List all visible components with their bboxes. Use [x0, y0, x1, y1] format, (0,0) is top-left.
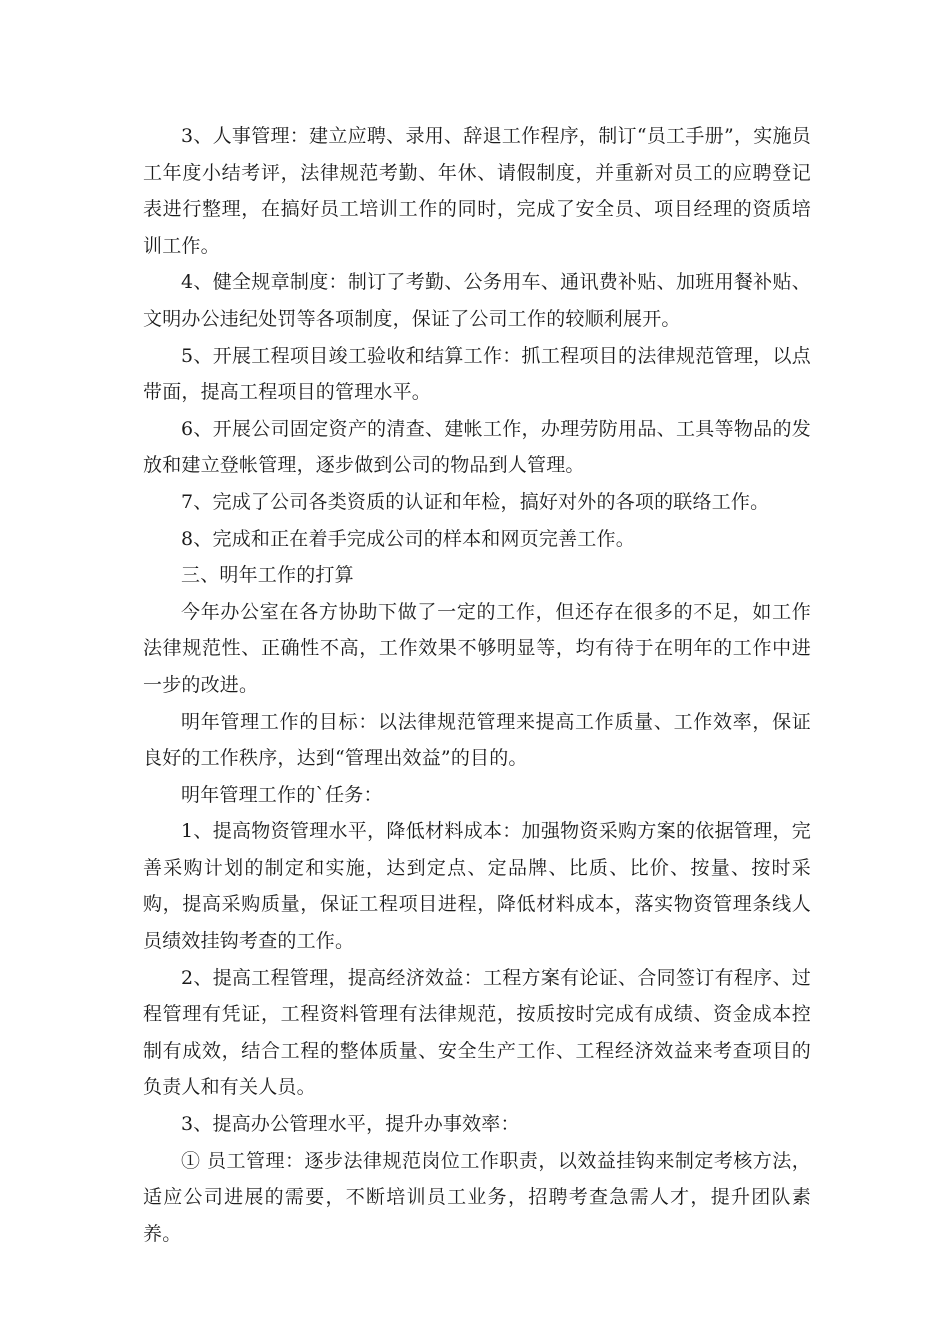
paragraph-personnel-management: 3、人事管理：建立应聘、录用、辞退工作程序，制订“员工手册”，实施员工年度小结考评，法律规范考勤、年休、请假制度，并重新对员工的应聘登记表进行整理，在搞好员工培训工作的同时，完成了安全员、项目经理的资质培训工作。: [143, 125, 811, 257]
document-body: [143, 118, 811, 1252]
paragraph-sample-webpage: 8、完成和正在着手完成公司的样本和网页完善工作。: [181, 527, 635, 550]
paragraph-fixed-assets: 6、开展公司固定资产的清查、建帐工作，办理劳防用品、工具等物品的发放和建立登帐管理，逐步做到公司的物品到人管理。: [143, 417, 811, 477]
paragraph-management-goal: 明年管理工作的目标：以法律规范管理来提高工作质量、工作效率，保证良好的工作秩序，达到“管理出效益”的目的。: [143, 710, 811, 770]
paragraph-project-acceptance: 5、开展工程项目竣工验收和结算工作：抓工程项目的法律规范管理，以点带面，提高工程项目的管理水平。: [143, 344, 811, 404]
paragraph-this-year-summary: 今年办公室在各方协助下做了一定的工作，但还存在很多的不足，如工作法律规范性、正确性不高，工作效果不够明显等，均有待于在明年的工作中进一步的改进。: [143, 600, 811, 696]
paragraph-management-tasks: 明年管理工作的`任务：: [181, 783, 383, 806]
paragraph-materials-management: 1、提高物资管理水平，降低材料成本：加强物资采购方案的依据管理，完善采购计划的制定和实施，达到定点、定品牌、比质、比价、按量、按时采购，提高采购质量，保证工程项目进程，降低材料成本，落实物资管理条线人员绩效挂钩考查的工作。: [143, 820, 811, 953]
paragraph-qualification: 7、完成了公司各类资质的认证和年检，搞好对外的各项的联络工作。: [181, 490, 770, 513]
paragraph-rules-system: 4、健全规章制度：制订了考勤、公务用车、通讯费补贴、加班用餐补贴、文明办公违纪处罚等各项制度，保证了公司工作的较顺利展开。: [143, 271, 811, 330]
section-heading-next-year-plan: 三、明年工作的打算: [181, 564, 354, 587]
paragraph-office-management: 3、提高办公管理水平，提升办事效率：: [181, 1113, 520, 1136]
paragraph-staff-management: ① 员工管理：逐步法律规范岗位工作职责，以效益挂钩来制定考核方法，适应公司进展的需要，不断培训员工业务，招聘考查急需人才，提升团队素养。: [143, 1149, 811, 1245]
paragraph-engineering-management: 2、提高工程管理，提高经济效益：工程方案有论证、合同签订有程序、过程管理有凭证，工程资料管理有法律规范，按质按时完成有成绩、资金成本控制有成效，结合工程的整体质量、安全生产工作、工程经济效益来考查项目的负责人和有关人员。: [143, 966, 811, 1099]
